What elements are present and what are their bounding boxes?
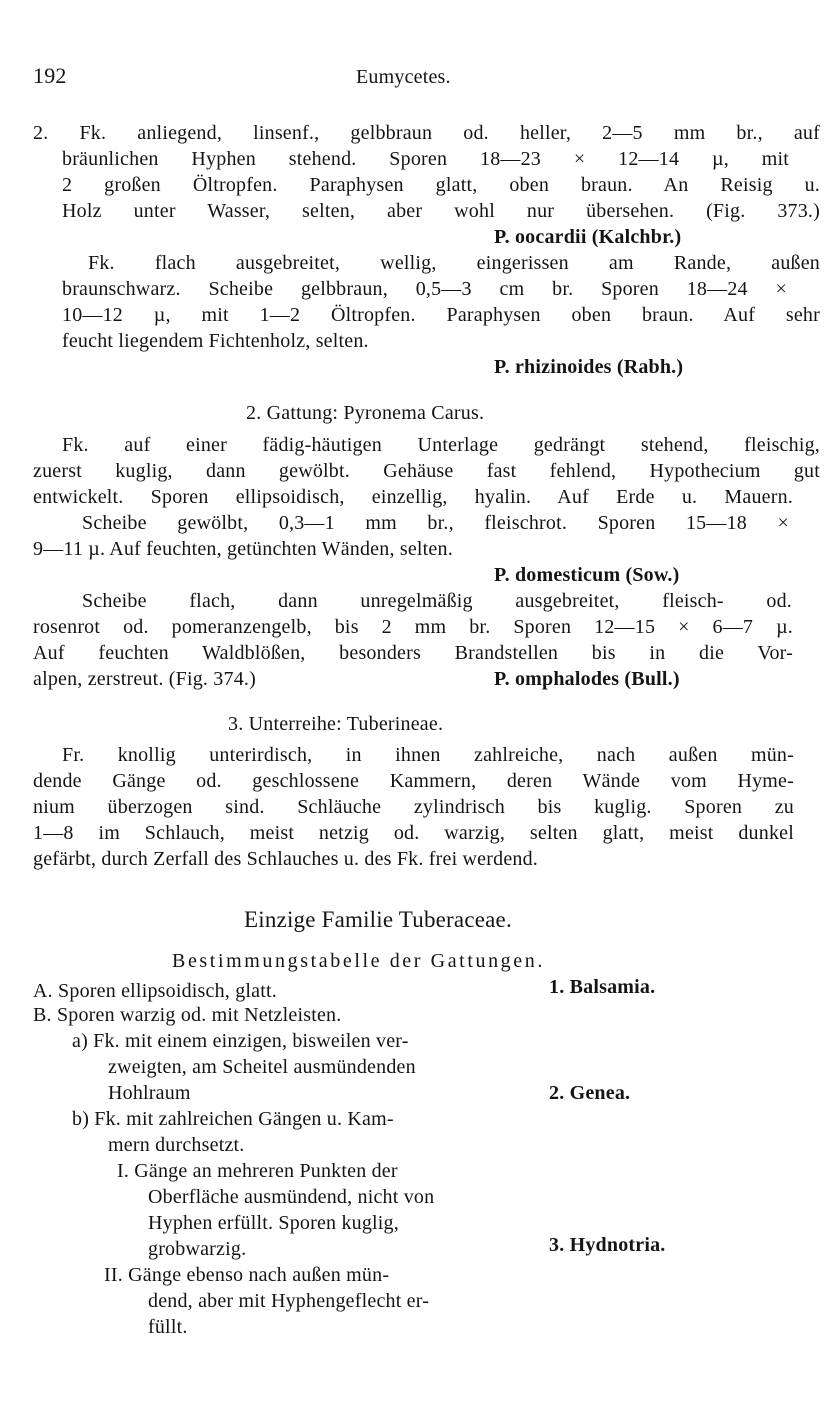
- suborder-heading: 3. Unterreihe: Tuberineae.: [228, 713, 444, 735]
- text-line: feucht liegendem Fichtenholz, selten.: [62, 330, 369, 352]
- key-line: dend, aber mit Hyphengeflecht er-: [148, 1290, 430, 1312]
- text-line: alpen, zerstreut. (Fig. 374.): [33, 668, 256, 690]
- species-name: P. omphalodes (Bull.): [494, 668, 680, 690]
- species-name: P. domesticum (Sow.): [494, 564, 680, 586]
- text-line: Auf feuchten Waldblößen, besonders Brandstellen bis in die Vor-: [33, 642, 793, 664]
- genus-result: 3. Hydnotria.: [549, 1234, 666, 1256]
- key-line: B. Sporen warzig od. mit Netzleisten.: [33, 1004, 342, 1026]
- text-line: rosenrot od. pomeranzengelb, bis 2 mm br. Sporen 12—15 × 6—7 µ.: [33, 616, 793, 638]
- key-line: b) Fk. mit zahlreichen Gängen u. Kam-: [72, 1108, 394, 1130]
- key-line: a) Fk. mit einem einzigen, bisweilen ver-: [72, 1030, 409, 1052]
- key-line: zweigten, am Scheitel ausmündenden: [108, 1056, 416, 1078]
- page-number: 192: [33, 63, 67, 88]
- running-title: Eumycetes.: [356, 66, 451, 88]
- key-line: füllt.: [148, 1316, 188, 1338]
- text-line: 2 großen Öltropfen. Paraphysen glatt, oben braun. An Reisig u.: [62, 174, 820, 196]
- text-line: bräunlichen Hyphen stehend. Sporen 18—23 × 12—14 µ, mit: [62, 148, 789, 170]
- text-line: Holz unter Wasser, selten, aber wohl nur übersehen. (Fig. 373.): [62, 200, 820, 222]
- text-line: Fk. auf einer fädig-häutigen Unterlage gedrängt stehend, fleischig,: [62, 434, 820, 456]
- key-line: I. Gänge an mehreren Punkten der: [117, 1160, 398, 1182]
- species-name: P. oocardii (Kalchbr.): [494, 226, 682, 248]
- text-line: zuerst kuglig, dann gewölbt. Gehäuse fast fehlend, Hypothecium gut: [33, 460, 820, 482]
- text-line: braunschwarz. Scheibe gelbbraun, 0,5—3 cm br. Sporen 18—24 ×: [62, 278, 787, 300]
- text-line: 2. Fk. anliegend, linsenf., gelbbraun od. heller, 2—5 mm br., auf: [33, 122, 820, 144]
- species-name: P. rhizinoides (Rabh.): [494, 356, 684, 378]
- key-line: II. Gänge ebenso nach außen mün-: [104, 1264, 390, 1286]
- key-line: grobwarzig.: [148, 1238, 247, 1260]
- key-line: Oberfläche ausmündend, nicht von: [148, 1186, 435, 1208]
- genus-result: 2. Genea.: [549, 1082, 631, 1104]
- text-line: Scheibe flach, dann unregelmäßig ausgebreitet, fleisch- od.: [82, 590, 792, 612]
- text-line: 1—8 im Schlauch, meist netzig od. warzig, selten glatt, meist dunkel: [33, 822, 794, 844]
- key-line: Hyphen erfüllt. Sporen kuglig,: [148, 1212, 399, 1234]
- text-line: Fk. flach ausgebreitet, wellig, eingerissen am Rande, außen: [88, 252, 820, 274]
- text-line: gefärbt, durch Zerfall des Schlauches u. des Fk. frei werdend.: [33, 848, 538, 870]
- text-line: Scheibe gewölbt, 0,3—1 mm br., fleischrot. Sporen 15—18 ×: [82, 512, 789, 534]
- text-line: dende Gänge od. geschlossene Kammern, deren Wände vom Hyme-: [33, 770, 794, 792]
- key-line: mern durchsetzt.: [108, 1134, 245, 1156]
- text-line: entwickelt. Sporen ellipsoidisch, einzellig, hyalin. Auf Erde u. Mauern.: [33, 486, 793, 508]
- text-line: nium überzogen sind. Schläuche zylindrisch bis kuglig. Sporen zu: [33, 796, 794, 818]
- genus-result: 1. Balsamia.: [549, 976, 656, 998]
- key-line: Hohlraum: [108, 1082, 191, 1104]
- text-line: 9—11 µ. Auf feuchten, getünchten Wänden, selten.: [33, 538, 453, 560]
- key-line: A. Sporen ellipsoidisch, glatt.: [33, 980, 277, 1002]
- genus-heading: 2. Gattung: Pyronema Carus.: [246, 402, 485, 424]
- text-line: Fr. knollig unterirdisch, in ihnen zahlreiche, nach außen mün-: [62, 744, 794, 766]
- text-line: 10—12 µ, mit 1—2 Öltropfen. Paraphysen oben braun. Auf sehr: [62, 304, 820, 326]
- family-heading: Einzige Familie Tuberaceae.: [244, 907, 512, 932]
- table-title: Bestimmungstabelle der Gattungen.: [172, 950, 545, 972]
